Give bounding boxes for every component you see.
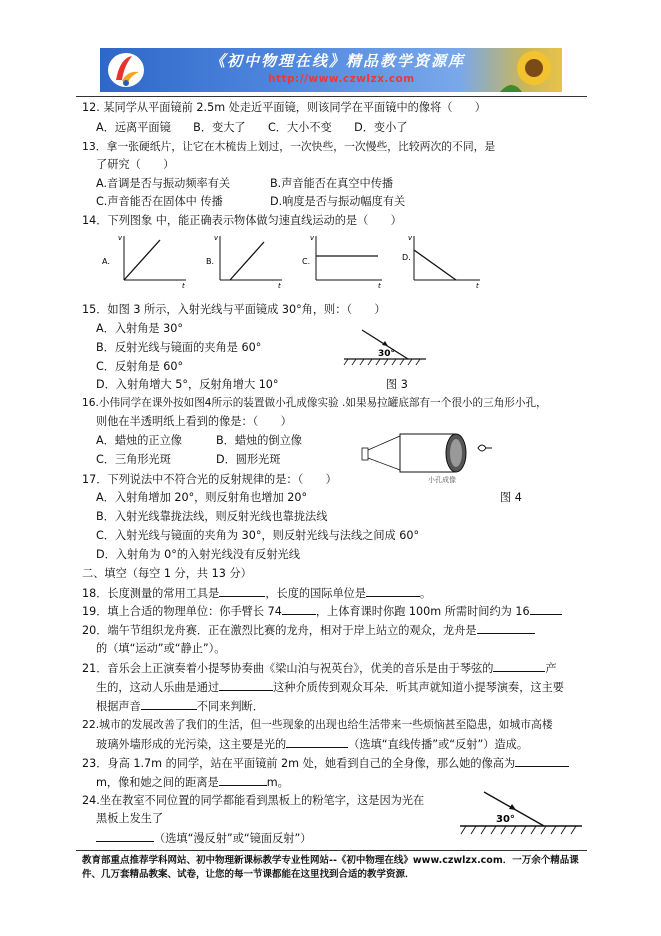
graph-c xyxy=(302,234,382,290)
q22-line2: 玻璃外墙形成的光污染，这主要是光的 （选填“直线传播”或“反射”）造成。 xyxy=(96,738,529,751)
figure-3-label: 图 3 xyxy=(386,378,408,391)
q16-option-a: A．蜡烛的正立像 xyxy=(96,434,182,447)
q18: 18．长度测量的常用工具是 ，长度的国际单位是 。 xyxy=(82,587,432,600)
header-rule xyxy=(76,96,587,97)
q13-option-c: C.声音能否在固体中 传播 xyxy=(96,195,223,208)
q13-option-a: A.音调是否与振动频率有关 xyxy=(96,177,231,190)
figure-3 xyxy=(340,326,430,366)
sunflower-icon xyxy=(492,48,562,92)
q22-line1: 22.城市的发展改善了我们的生活，但一些现象的出现也给生活带来一些烦恼甚至隐患，如城市高楼 xyxy=(82,718,553,731)
q13-stem-cont: 了研究（ ） xyxy=(96,158,175,171)
q19: 19．填上合适的物理单位：你手臂长 74 ，上体育课时你跑 100m 所需时间约为 16 xyxy=(82,603,562,619)
q17-option-b: B．入射光线靠拢法线，则反射光线也靠拢法线 xyxy=(96,510,328,523)
q19-blank-2 xyxy=(530,603,562,615)
graph-b xyxy=(206,234,282,290)
svg-text:v: v xyxy=(214,234,219,242)
figure-3-angle: 30° xyxy=(378,349,396,359)
q13-option-d: D.响度是否与振动幅度有关 xyxy=(270,195,406,208)
graph-d-label: D. xyxy=(402,253,411,262)
banner-title: 《初中物理在线》精品教学资源库 xyxy=(210,52,466,70)
footer-rule xyxy=(76,850,587,851)
q16-stem: 16.小伟同学在课外按如图4所示的装置做小孔成像实验 .如果易拉罐底部有一个很小的三角形小孔， xyxy=(82,397,547,409)
svg-text:v: v xyxy=(408,234,413,242)
q23-blank-1 xyxy=(515,755,569,767)
banner-url: http://www.czwlzx.com xyxy=(268,73,415,85)
q21-line2: 生的，这动人乐曲是通过 这种介质传到观众耳朵．听其声就知道小提琴演奏，这主要 xyxy=(96,681,564,694)
graph-c-label: C. xyxy=(302,257,311,266)
q20-blank xyxy=(477,622,535,634)
q21-blank-3 xyxy=(141,698,197,710)
q18-blank-2 xyxy=(366,585,420,597)
q16-stem-cont: 则他在半透明纸上看到的像是：（ ） xyxy=(96,415,292,428)
graph-b-label: B. xyxy=(206,257,215,266)
q21-blank-2 xyxy=(219,679,273,691)
q15-option-a: A．入射角是 30° xyxy=(96,322,183,335)
footer-line1: 教育部重点推荐学科网站、初中物理新课标教学专业性网站--《初中物理在线》www.czwlzx.com．一万余个精品课 xyxy=(82,855,579,866)
q19-blank-1 xyxy=(282,603,316,615)
q14-stem: 14．下列图象 中，能正确表示物体做匀速直线运动的是（ ） xyxy=(82,214,402,227)
footer-line2: 件、几万套精品教案、试卷，让您的每一节课都能在这里找到合适的教学资源． xyxy=(82,869,415,880)
q12-stem: 12. 某同学从平面镜前 2.5m 处走近平面镜，则该同学在平面镜中的像将（ ） xyxy=(82,101,486,114)
svg-text:v: v xyxy=(118,234,123,242)
q22-blank xyxy=(286,736,348,748)
svg-text:t: t xyxy=(378,282,381,290)
section2-title: 二、填空（每空 1 分，共 13 分） xyxy=(82,567,252,580)
q15-option-b: B．反射光线与镜面的夹角是 60° xyxy=(96,341,262,354)
q15-stem: 15．如图 3 所示，入射光线与平面镜成 30°角，则：（ ） xyxy=(82,303,386,316)
header-banner xyxy=(100,48,562,92)
svg-text:t: t xyxy=(182,282,185,290)
q24-line2: 黑板上发生了 xyxy=(96,812,164,825)
q15-option-c: C．反射角是 60° xyxy=(96,360,184,373)
q24-blank xyxy=(96,830,154,842)
q16-option-b: B．蜡烛的倒立像 xyxy=(216,434,302,447)
q20-line1: 20．端午节组织龙舟赛．正在激烈比赛的龙舟，相对于岸上站立的观众，龙舟是 xyxy=(82,622,535,638)
q14-graphs xyxy=(96,230,486,290)
q24-line1: 24.坐在教室不同位置的同学都能看到黑板上的粉笔字，这是因为光在 xyxy=(82,794,425,807)
graph-a xyxy=(102,234,186,290)
svg-text:v: v xyxy=(310,234,315,242)
q17-option-a: A．入射角增加 20°，则反射角也增加 20° xyxy=(96,491,308,504)
graph-a-label: A. xyxy=(102,257,110,266)
q23-line2: m，像和她之间的距离是 m。 xyxy=(96,776,289,789)
figure-4-label: 图 4 xyxy=(500,491,522,504)
q21-line3: 根据声音 不同来判断． xyxy=(96,700,264,713)
q17-stem: 17．下列说法中不符合光的反射规律的是：（ ） xyxy=(82,473,337,486)
q20-line2: 的（填“运动”或“静止”）。 xyxy=(96,642,226,655)
q21-blank-1 xyxy=(493,660,545,672)
q23-line1: 23．身高 1.7m 的同学，站在平面镜前 2m 处，她看到自己的全身像，那么她的像高为 xyxy=(82,755,569,771)
q15-option-d: D．入射角增大 5°，反射角增大 10° xyxy=(96,378,279,391)
q17-option-c: C．入射光线与镜面的夹角为 30°，则反射光线与法线之间成 60° xyxy=(96,529,420,542)
q24-figure-angle: 30° xyxy=(496,814,515,825)
q24-line3: （选填“漫反射”或“镜面反射”） xyxy=(96,830,311,846)
q16-option-d: D．圆形光斑 xyxy=(216,453,281,466)
q18-blank-1 xyxy=(219,585,265,597)
svg-text:t: t xyxy=(476,282,479,290)
q13-option-b: B.声音能否在真空中传播 xyxy=(270,177,394,190)
q21-line1: 21．音乐会上正演奏着小提琴协奏曲《梁山泊与祝英台》，优美的音乐是由于琴弦的 产 xyxy=(82,662,557,675)
q17-option-d: D．入射角为 0°的入射光线没有反射光线 xyxy=(96,548,300,561)
q24-figure xyxy=(456,788,586,838)
q13-stem: 13．拿一张硬纸片，让它在木梳齿上划过，一次快些，一次慢些，比较两次的不同，是 xyxy=(82,140,496,153)
q12-options: A．远离平面镜 B．变大了 C．大小不变 D．变小了 xyxy=(96,121,408,134)
q23-blank-2 xyxy=(219,774,267,786)
graph-d xyxy=(402,234,480,290)
logo-icon xyxy=(106,50,146,90)
svg-text:t: t xyxy=(278,282,281,290)
figure-4-caption: 小孔成像 xyxy=(428,476,456,484)
q16-option-c: C．三角形光斑 xyxy=(96,453,171,466)
figure-4 xyxy=(360,424,500,484)
